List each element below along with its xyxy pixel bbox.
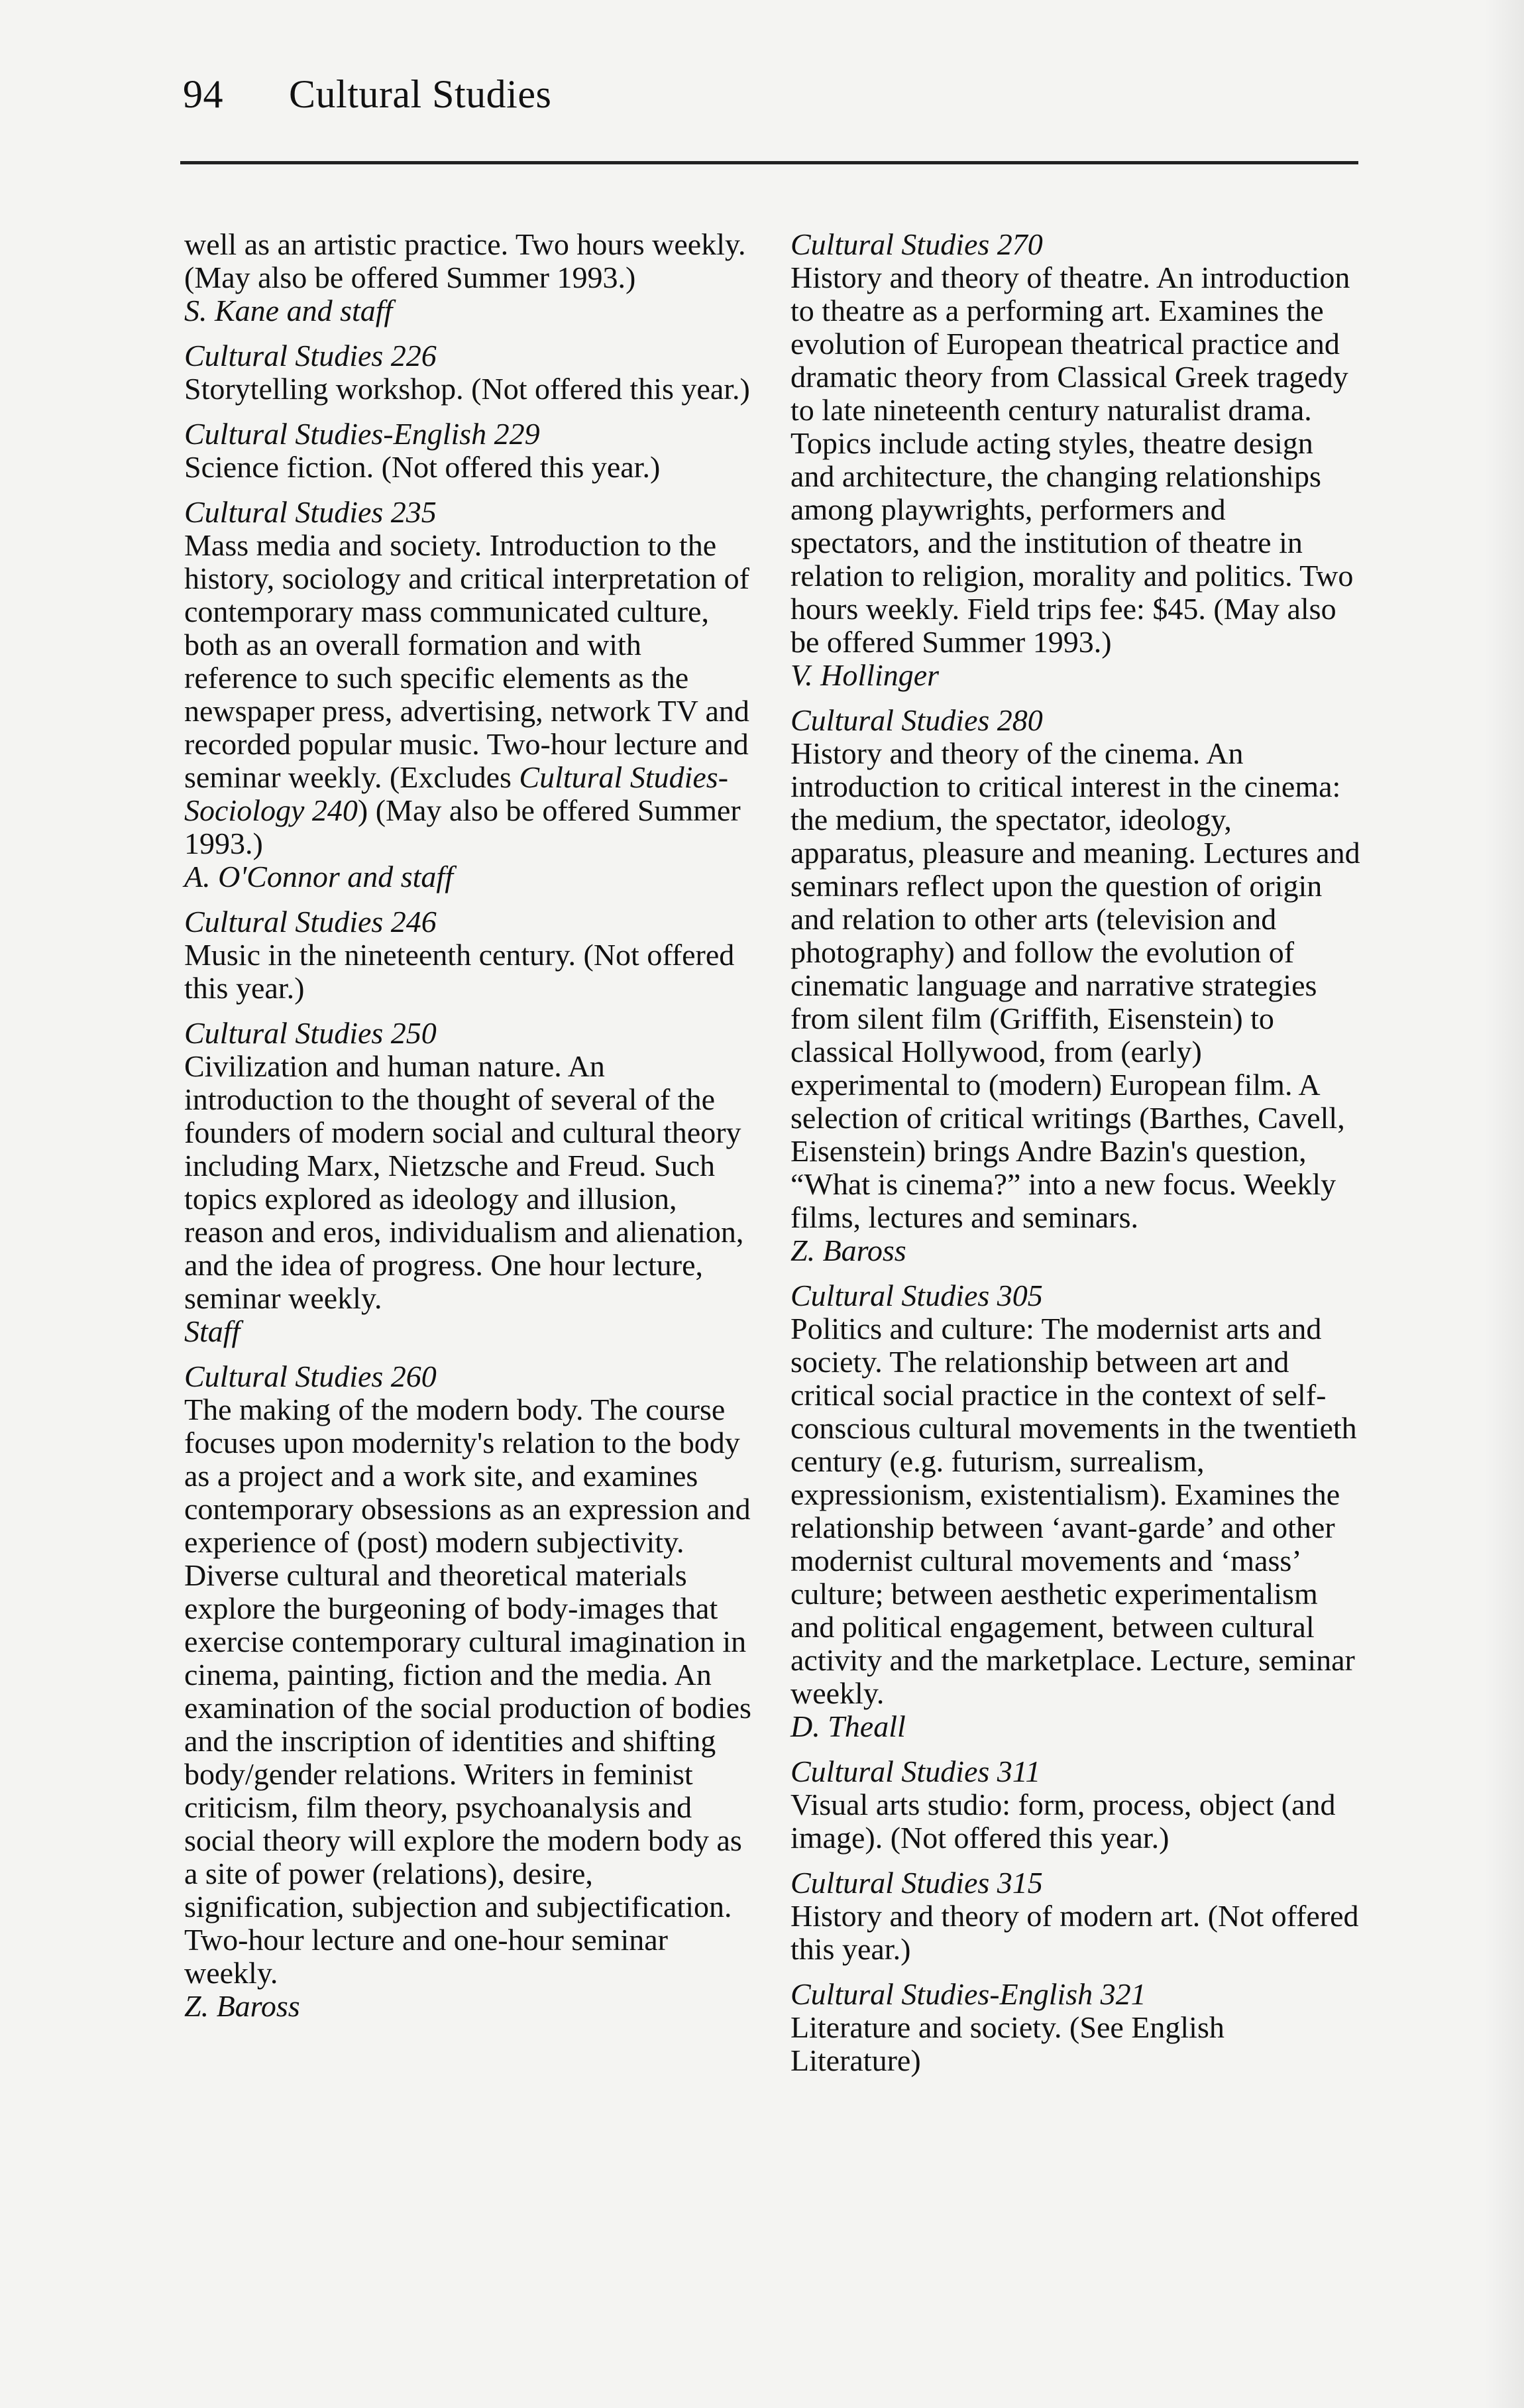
course-title: Cultural Studies 260: [184, 1359, 437, 1393]
course-instructor: Staff: [184, 1314, 241, 1348]
course-title: Cultural Studies 270: [790, 227, 1043, 261]
course-description-text: ) (May also be offered Summer 1993.): [184, 793, 741, 860]
course-description: The making of the modern body. The course focuses upon modernity's relation to the body as a project and a work site, and examines contemporary obsessions as an expression and experience of (post) modern subjectivity. Diverse cultural and theoretical materials explore the burgeoning of body-images that exercise contemporary cultural imagination in cinema, painting, fiction and the media. An examination of the social production of bodies and the inscription of identities and shifting body/gender relations. Writers in feminist criticism, film theory, psychoanalysis and social theory will explore the modern body as a site of power (relations), desire, signification, subjection and subjectification. Two-hour lecture and one-hour seminar weekly.: [184, 1393, 751, 1990]
section-title: Cultural Studies: [289, 72, 552, 116]
course-entry: [790, 704, 1360, 1267]
entry-instructor: S. Kane and staff: [184, 294, 393, 327]
course-crossref: Cultural Studies-Sociology 240: [184, 760, 729, 827]
course-entry: [790, 1866, 1360, 1966]
course-title: Cultural Studies 280: [790, 703, 1043, 737]
course-description: Politics and culture: The modernist arts and society. The relationship between art and critical social practice in the context of self-conscious cultural movements in the twentieth century (e.g. futurism, surrealism, expressionism, existentialism). Examines the relationship between ‘avant-garde’ and other modernist cultural movements and ‘mass’ culture; between aesthetic experimentalism and political engagement, between cultural activity and the marketplace. Lecture, seminar weekly.: [790, 1312, 1357, 1710]
course-entry: [790, 1755, 1360, 1855]
course-description: [184, 529, 754, 860]
page-number: 94: [183, 72, 223, 116]
course-description: History and theory of the cinema. An introduction to critical interest in the cinema: the medium, the spectator, ideology, apparatus, pleasure and meaning. Lectures and seminars reflect upon the question of origin and relation to other arts (television and photography) and follow the evolution of cinematic language and narrative strategies from silent film (Griffith, Eisenstein) to classical Hollywood, from (early) experimental to (modern) European film. A selection of critical writings (Barthes, Cavell, Eisenstein) brings Andre Bazin's question, “What is cinema?” into a new focus. Weekly films, lectures and seminars.: [790, 736, 1360, 1234]
course-description: Literature and society. (See English Literature): [790, 2010, 1225, 2077]
course-description: History and theory of theatre. An introduction to theatre as a performing art. Examines the evolution of European theatrical practice and dramatic theory from Classical Greek tragedy to late nineteenth century naturalist drama. Topics include acting styles, theatre design and architecture, the changing relationships among playwrights, performers and spectators, and the institution of theatre in relation to religion, morality and politics. Two hours weekly. Field trips fee: $45. (May also be offered Summer 1993.): [790, 260, 1354, 659]
course-title: Cultural Studies-English 229: [184, 417, 540, 451]
course-instructor: Z. Baross: [790, 1233, 906, 1267]
course-title: Cultural Studies 315: [790, 1866, 1043, 1900]
course-title: Cultural Studies 311: [790, 1754, 1041, 1788]
course-title: Cultural Studies 246: [184, 905, 437, 939]
left-column: [184, 228, 754, 2035]
course-description: Science fiction. (Not offered this year.): [184, 450, 661, 484]
course-instructor: V. Hollinger: [790, 658, 940, 692]
course-description: Music in the nineteenth century. (Not offered this year.): [184, 938, 735, 1005]
course-instructor: A. O'Connor and staff: [184, 860, 453, 893]
course-entry: [184, 905, 754, 1005]
course-description: Civilization and human nature. An introduction to the thought of several of the founders of modern social and cultural theory including Marx, Nietzsche and Freud. Such topics explored as ideology and illusion, reason and eros, individualism and alienation, and the idea of progress. One hour lecture, seminar weekly.: [184, 1049, 744, 1315]
header-rule: [180, 161, 1358, 164]
course-title: Cultural Studies 235: [184, 495, 437, 529]
course-title: Cultural Studies 305: [790, 1279, 1043, 1312]
course-description: History and theory of modern art. (Not offered this year.): [790, 1899, 1359, 1966]
course-entry: [184, 339, 754, 406]
course-entry: [790, 228, 1360, 692]
course-instructor: D. Theall: [790, 1709, 906, 1743]
course-description: Storytelling workshop. (Not offered this year.): [184, 372, 750, 406]
course-entry: [184, 418, 754, 484]
right-column: [790, 228, 1360, 2089]
course-entry: [790, 1279, 1360, 1743]
page-header: [183, 72, 551, 117]
course-description-text: Mass media and society. Introduction to the history, sociology and critical interpretation of contemporary mass communicated culture, both as an overall formation and with reference to such specific elements as the newspaper press, advertising, network TV and recorded popular music. Two-hour lecture and seminar weekly. (Excludes: [184, 528, 749, 794]
course-title: Cultural Studies 226: [184, 339, 437, 373]
course-entry: [184, 1360, 754, 2023]
course-entry: [184, 496, 754, 893]
course-description: Visual arts studio: form, process, object (and image). (Not offered this year.): [790, 1788, 1336, 1855]
course-title: Cultural Studies 250: [184, 1016, 437, 1050]
course-instructor: Z. Baross: [184, 1989, 300, 2023]
entry-body: well as an artistic practice. Two hours weekly. (May also be offered Summer 1993.): [184, 227, 746, 294]
course-entry: [184, 1017, 754, 1348]
course-title: Cultural Studies-English 321: [790, 1977, 1146, 2011]
continuation-entry: [184, 228, 754, 327]
course-entry: [790, 1978, 1360, 2077]
